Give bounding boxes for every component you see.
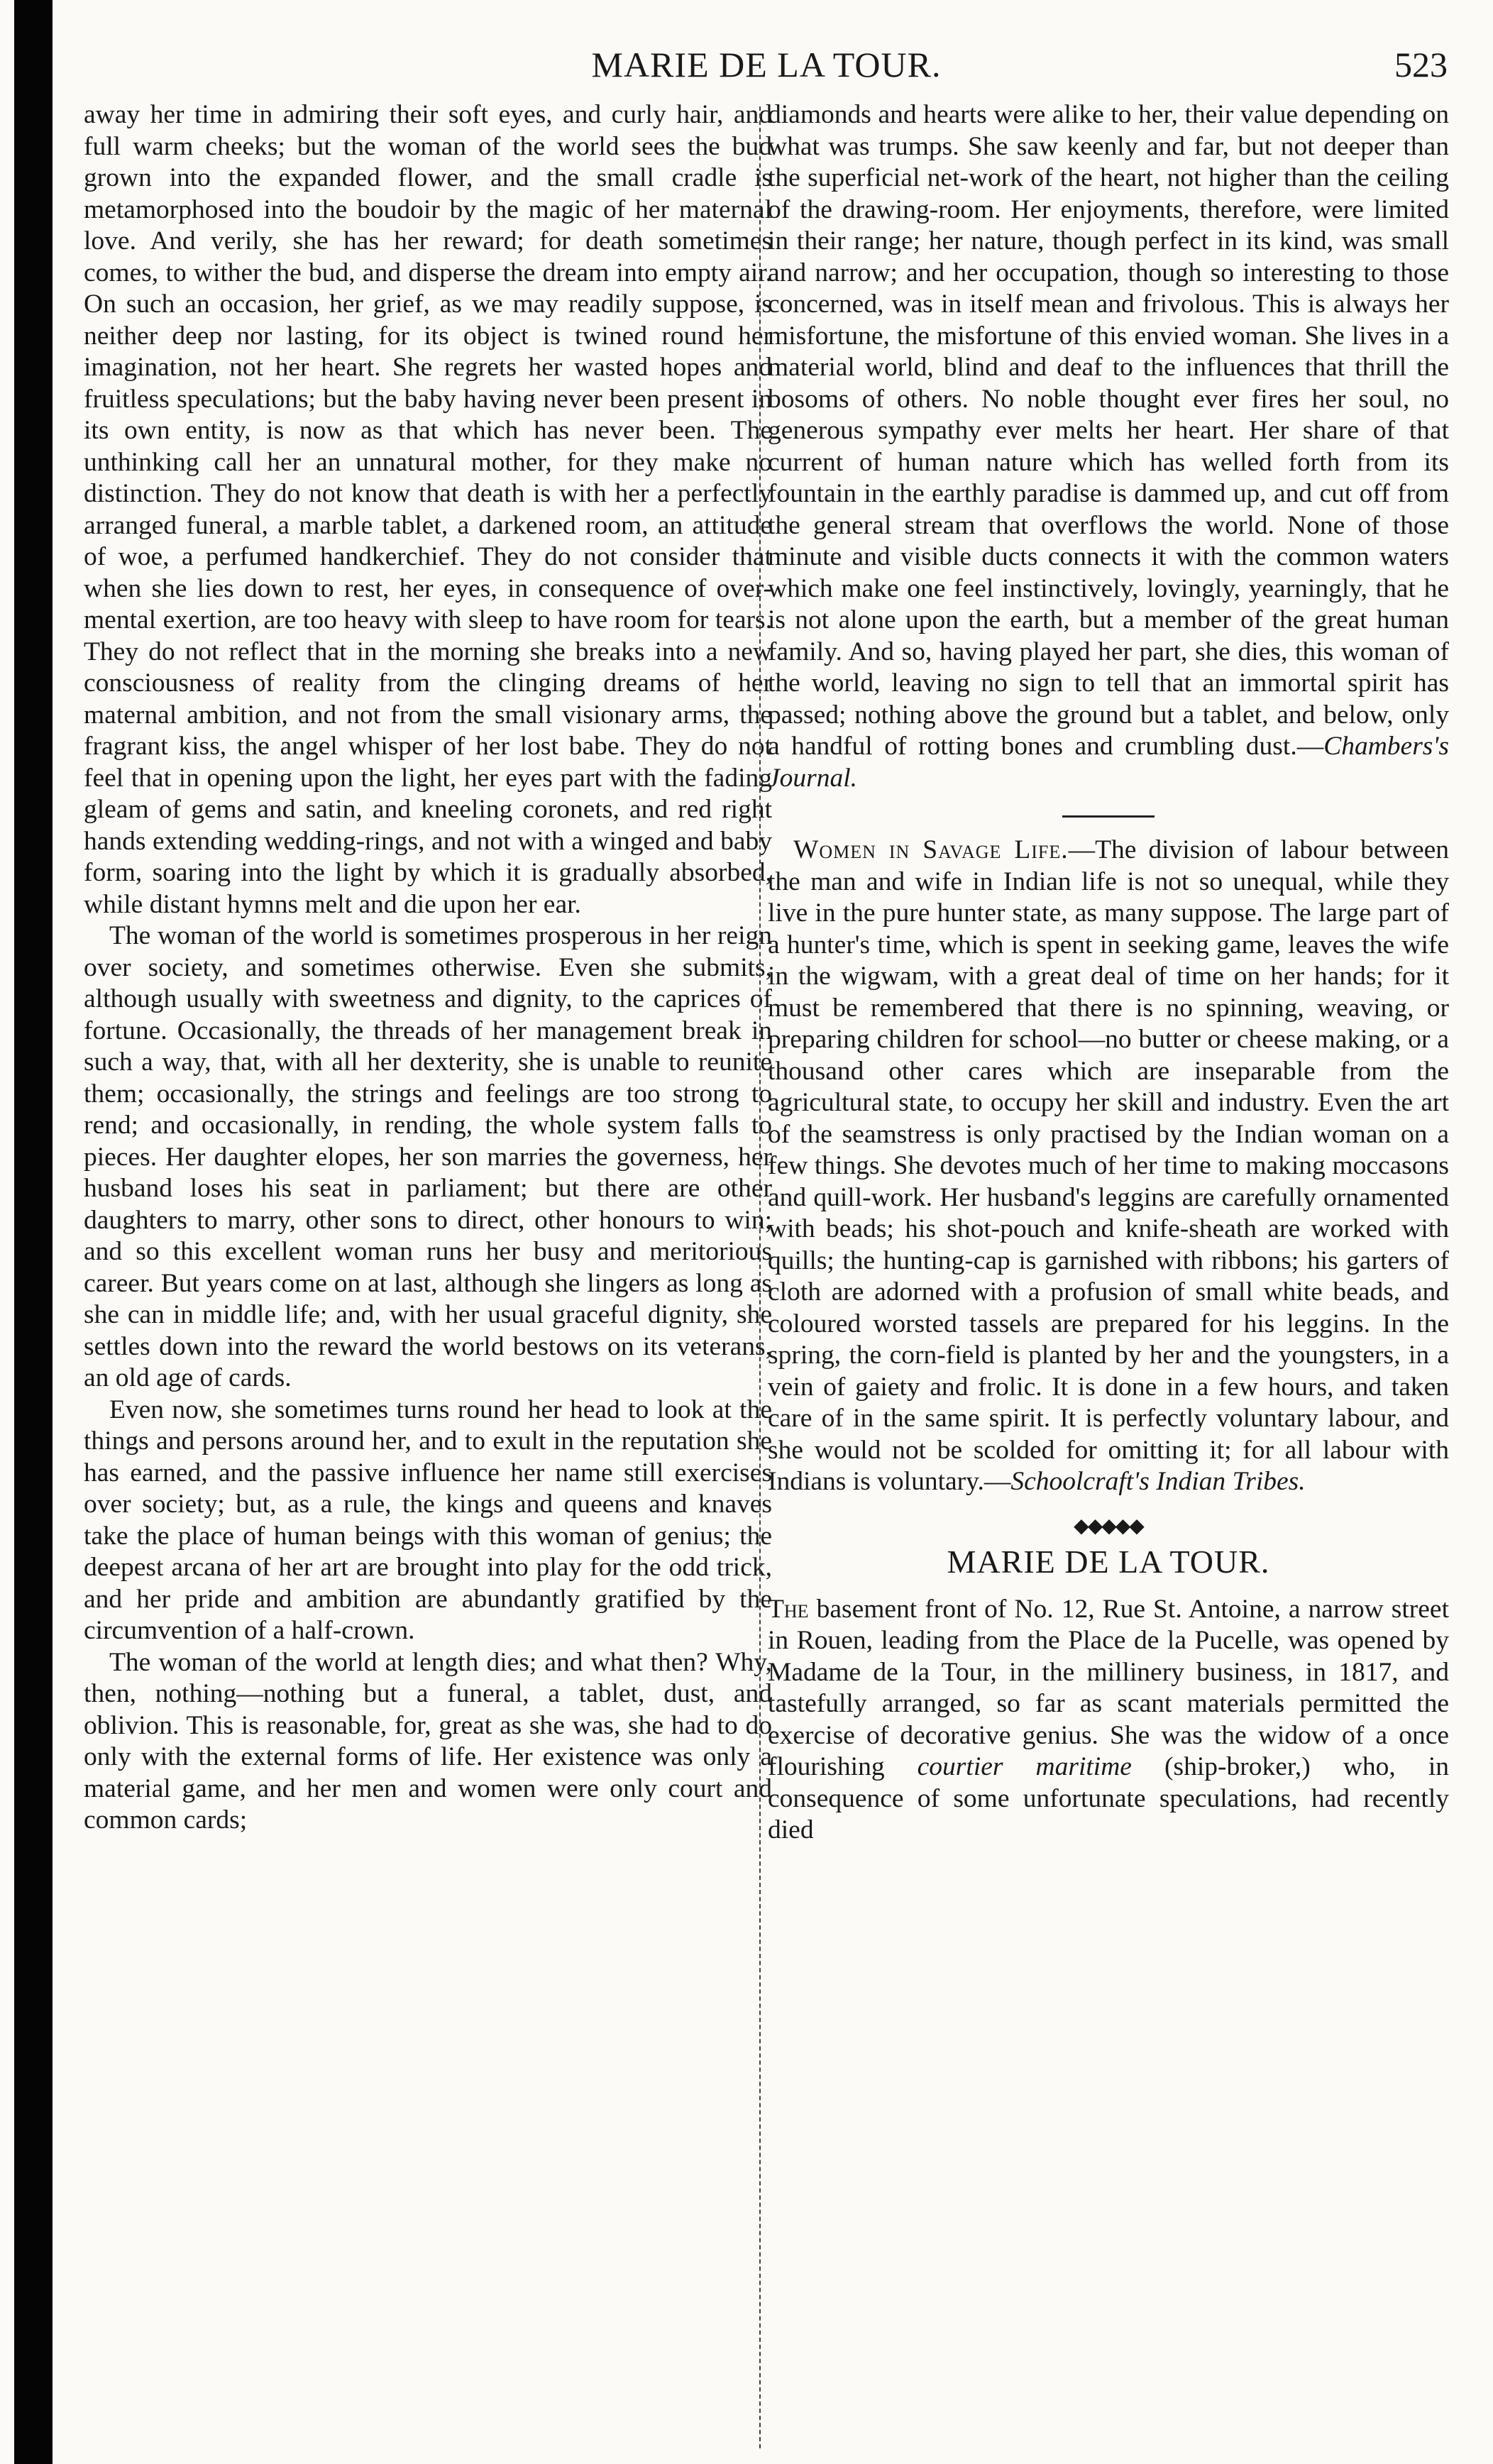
binding-edge (14, 0, 53, 2464)
paragraph-mourning: away her time in admiring their soft eyes, and curly hair, and full warm cheeks; but the woman of the world sees the bud grown into the expanded flower, and the small cradle is metamorphosed into the boudoir by the magic of her maternal love. And verily, she has her reward; for death sometimes comes, to wither the bud, and disperse the dream into empty air. On such an occasion, her grief, as we may readily suppose, is neither deep nor lasting, for its object is twined round her imagination, not her heart. She regrets her wasted hopes and fruitless speculations; but the baby having never been present in its own entity, is now as that which has never been. The unthinking call her an unnatural mother, for they make no distinction. They do not know that death is with her a perfectly arranged funeral, a marble tablet, a darkened room, an attitude of woe, a perfumed handkerchief. They do not consider that when she lies down to rest, her eyes, in consequence of over-mental exertion, are too heavy with sleep to have room for tears. They do not reflect that in the morning she breaks into a new consciousness of reality from the clinging dreams of her maternal ambition, and not from the small visionary arms, the fragrant kiss, the angel whisper of her lost babe. They do not feel that in opening upon the light, her eyes part with the fading gleam of gems and satin, and kneeling coronets, and red right hands extending wedding-rings, and not with a winged and baby form, soaring into the light by which it is gradually absorbed, while distant hymns melt and die upon her ear. (84, 100, 772, 919)
source-citation: Chambers's Journal. (768, 732, 1449, 793)
paragraph-text: —The division of labour between the man and wife in Indian life is not so unequal, while they live in the pure hunter state, as many suppose. The large part of a hunter's time, which is spent in seeking game, leaves the wife in the wigwam, with a great deal of time on her hands; for it must be remembered that there is no spinning, weaving, or preparing children for school—no butter or cheese making, or a thousand other cares which are inseparable from the agricultural state, to occupy her skill and industry. Even the art of the seamstress is only practised by the Indian woman on a few things. She devotes much of her time to making moccasons and quill-work. Her husband's leggins are carefully ornamented with beads; his shot-pouch and knife-sheath are worked with quills; the hunting-cap is garnished with ribbons; his garters of cloth are adorned with a profusion of small white beads, and coloured worsted tassels are prepared for his leggins. In the spring, the corn-field is planted by her and the youngsters, in a vein of gaiety and frolic. It is done in a few hours, and taken care of in the same spirit. It is perfectly voluntary labour, and she would not be scolded for omitting it; for all labour with Indians is voluntary.— (768, 835, 1449, 1496)
section-divider (1062, 815, 1155, 818)
section-title: MARIE DE LA TOUR. (947, 1544, 1270, 1580)
paragraph-text-tail: (ship-broker,) who, in consequence of some unfortunate speculations, had recently died (768, 1752, 1449, 1844)
paragraph-text: diamonds and hearts were alike to her, their value depending on what was trumps. She saw keenly and far, but not deeper than the superficial net-work of the heart, not higher than the ceiling of the drawing-room. Her enjoyments, therefore, were limited in their range; her nature, though perfect in its kind, was small and narrow; and her occupation, though so interesting to those concerned, was in itself mean and frivolous. This is always her misfortune, the misfortune of this envied woman. She lives in a material world, blind and deaf to the influences that thrill the bosoms of others. No noble thought ever fires her soul, no generous sympathy ever melts her heart. Her share of that current of human nature which has welled forth from its fountain in the earthly paradise is dammed up, and cut off from the general stream that overflows the world. None of those minute and visible ducts connects it with the common waters which make one feel instinctively, lovingly, yearningly, that he is not alone upon the earth, but a member of the great human family. And so, having played her part, she dies, this woman of the world, leaving no sign to tell that an immortal spirit has passed; nothing above the ground but a tablet, and below, only a handful of rotting bones and crumbling dust.— (768, 100, 1449, 761)
right-column (768, 99, 1449, 2448)
column-rule (759, 106, 761, 2448)
paragraph-woman-of-world-end (768, 99, 1449, 794)
page-header (85, 44, 1448, 101)
running-title: MARIE DE LA TOUR. (591, 45, 942, 84)
opening-word: The (768, 1594, 809, 1624)
paragraph-savage-life (768, 835, 1449, 1498)
paragraph-death: The woman of the world at length dies; and what then? Why, then, nothing—nothing but a funeral, a tablet, dust, and oblivion. This is reasonable, for, great as she was, she had to do only with the external forms of life. Her existence was only a material game, and her men and women were only court and common cards; (84, 1647, 772, 1835)
page-number: 523 (1394, 45, 1448, 84)
source-citation: Schoolcraft's Indian Tribes. (1010, 1467, 1306, 1496)
paragraph-cards: Even now, she sometimes turns round her head to look at the things and persons around her, and to exult in the reputation she has earned, and the passive influence her name still exercises over society; but, as a rule, the kings and queens and knaves take the place of human beings with this woman of genius; the deepest arcana of her art are brought into play for the odd trick, and her pride and ambition are abundantly gratified by the circumvention of a half-crown. (84, 1395, 772, 1645)
italic-term: courtier maritime (917, 1752, 1132, 1781)
left-column (84, 99, 772, 2448)
ornamental-rule: ◆◆◆◆◆ (1074, 1514, 1143, 1537)
paragraph-text: basement front of No. 12, Rue St. Antoine, a narrow street in Rouen, leading from the Place de la Pucelle, was opened by Madame de la Tour, in the millinery business, in 1817, and tastefully arranged, so far as scant materials permitted the exercise of decorative genius. She was the widow of a once flourishing (768, 1594, 1449, 1781)
paragraph-fortune: The woman of the world is sometimes prosperous in her reign over society, and sometimes otherwise. Even she submits, although usually with sweetness and dignity, to the caprices of fortune. Occasionally, the threads of her management break in such a way, that, with all her dexterity, she is unable to reunite them; occasionally, the strings and feelings are too strong to rend; and occasionally, in rending, the whole system falls to pieces. Her daughter elopes, her son marries the governess, her husband loses his seat in parliament; but there are other daughters to marry, other sons to direct, other honours to win; and so this excellent woman runs her busy and meritorious career. But years come on at last, although she lingers as long as she can in middle life; and, with her usual graceful dignity, she settles down into the reward the world bestows on its veterans, an old age of cards. (84, 921, 772, 1392)
paragraph-marie-intro (768, 1594, 1449, 1847)
article-lead: Women in Savage Life. (793, 835, 1069, 864)
